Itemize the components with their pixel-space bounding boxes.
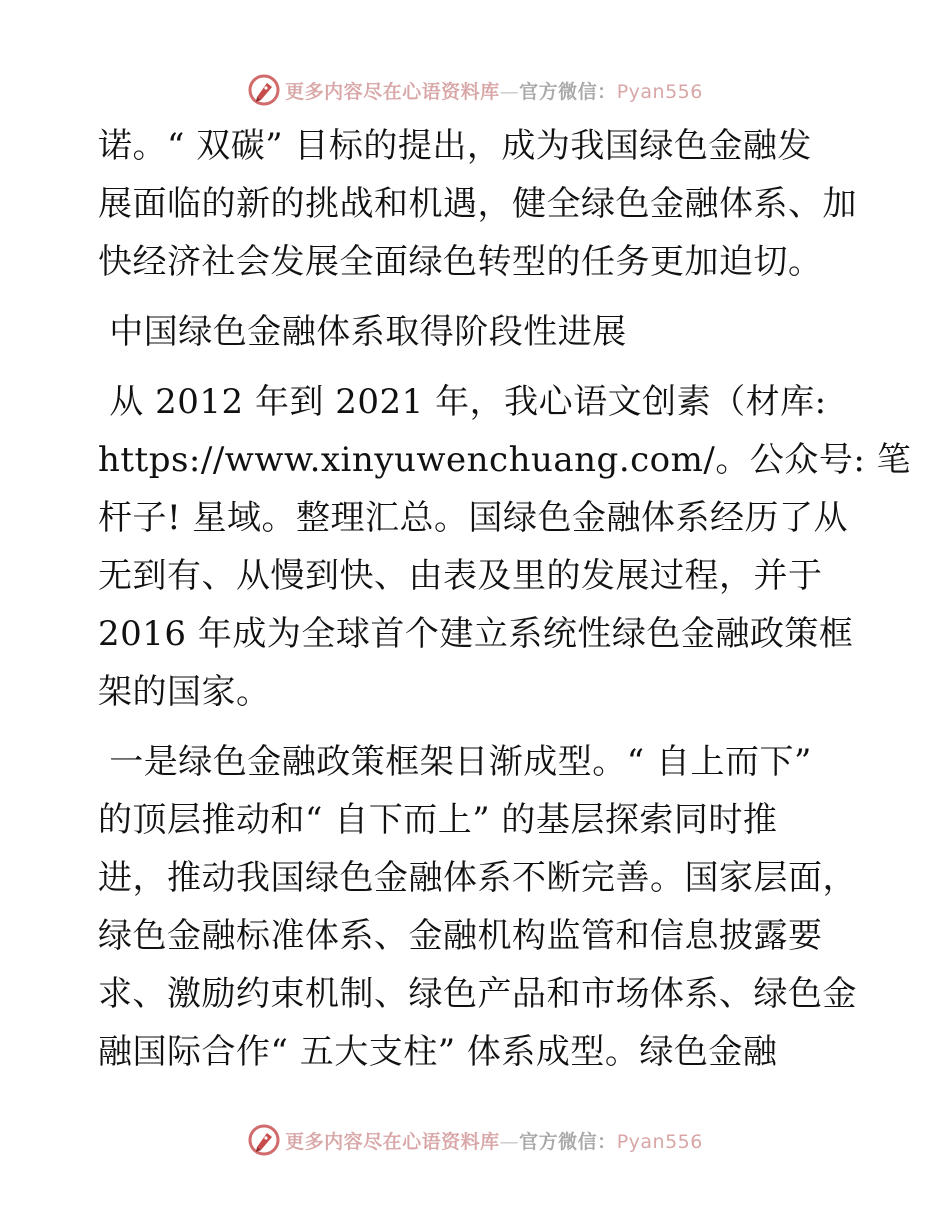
document-body: [98, 117, 912, 1081]
banner-text: 更多内容尽在心语资料库—官方微信：Pyan556: [285, 80, 703, 103]
text-line: 诺。“ 双碳” 目标的提出，成为我国绿色金融发: [98, 126, 812, 166]
text-line: 无到有、从慢到快、由表及里的发展过程，并于: [98, 556, 823, 596]
text-line: 一是绿色金融政策框架日渐成型。“ 自上而下”: [98, 742, 812, 782]
footer-banner: [0, 1120, 950, 1160]
text-line: 杆子! 星域。整理汇总。国绿色金融体系经历了从: [98, 498, 848, 538]
text-line: 2016 年成为全球首个建立系统性绿色金融政策框: [98, 614, 854, 654]
text-line: 架的国家。: [98, 672, 271, 712]
pen-nib-logo-icon: [247, 1123, 281, 1157]
text-line: 的顶层推动和“ 自下而上” 的基层探索同时推: [98, 800, 778, 840]
text-line: 进，推动我国绿色金融体系不断完善。国家层面，: [98, 858, 857, 898]
text-line: 绿色金融标准体系、金融机构监管和信息披露要: [98, 916, 823, 956]
pen-nib-logo-icon: [247, 73, 281, 107]
text-line: 融国际合作“ 五大支柱” 体系成型。绿色金融: [98, 1032, 778, 1072]
text-line: https://www.xinyuwenchuang.com/。公众号: 笔: [98, 440, 912, 480]
text-line: 展面临的新的挑战和机遇，健全绿色金融体系、加: [98, 184, 857, 224]
paragraph: [98, 117, 858, 291]
paragraph: [98, 733, 858, 1081]
text-line: 从 2012 年到 2021 年，我心语文创素（材库:: [98, 382, 827, 422]
paragraph: [98, 373, 912, 721]
text-line: 求、激励约束机制、绿色产品和市场体系、绿色金: [98, 974, 857, 1014]
banner-text: 更多内容尽在心语资料库—官方微信：Pyan556: [285, 1130, 703, 1153]
section-heading: [98, 303, 858, 361]
text-line: 快经济社会发展全面绿色转型的任务更加迫切。: [98, 242, 823, 282]
header-banner: [0, 70, 950, 110]
heading-line: 中国绿色金融体系取得阶段性进展: [98, 312, 627, 352]
